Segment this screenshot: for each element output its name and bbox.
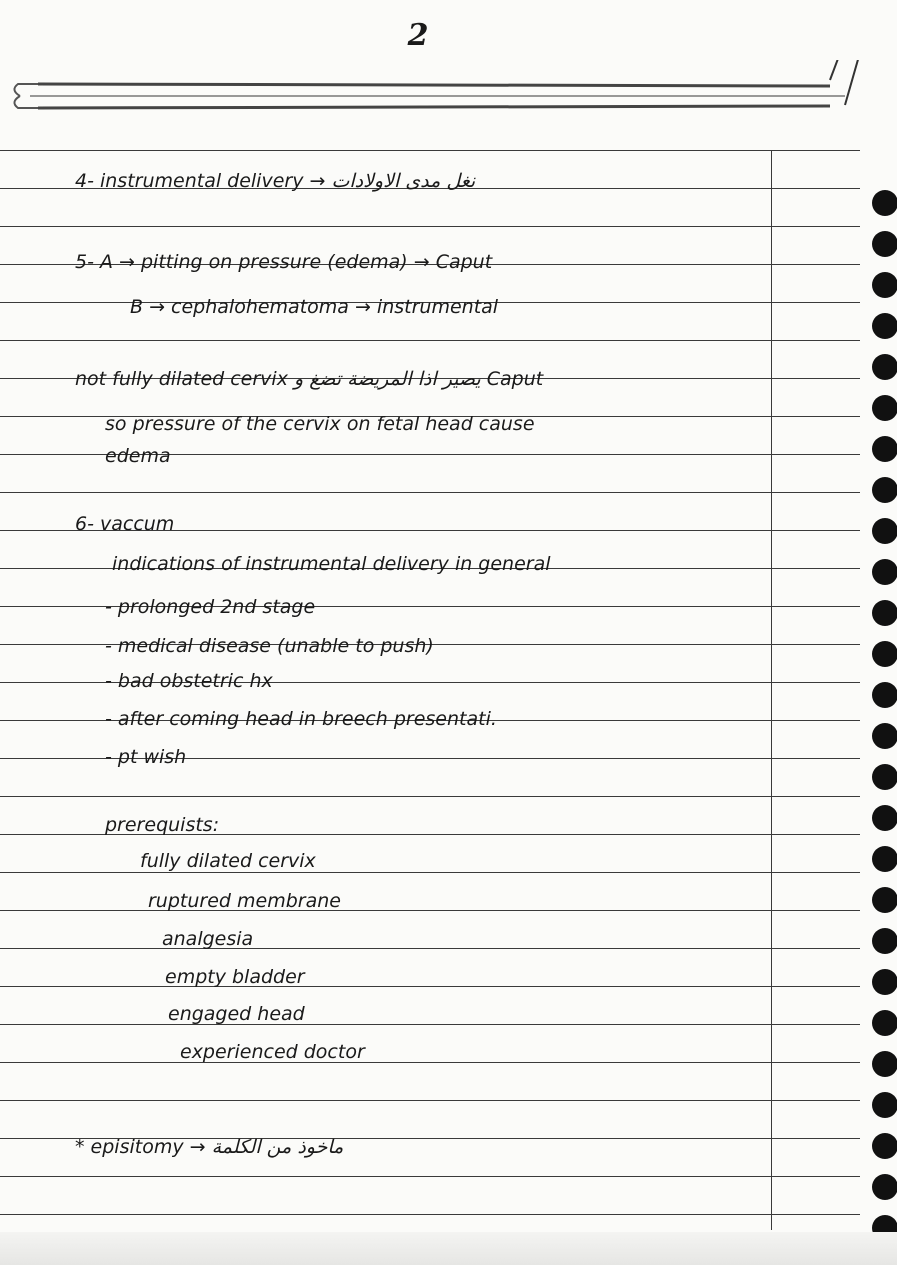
ruled-line: [0, 872, 860, 873]
spiral-hole: [872, 600, 897, 626]
note-line: engaged head: [168, 1003, 305, 1025]
note-line: 6- vaccum: [75, 513, 175, 535]
ruled-line: [0, 1062, 860, 1063]
note-line: 4- instrumental delivery → نغل مدى الاولادات: [75, 170, 476, 192]
ruled-line: [0, 226, 860, 227]
note-line: 5- A → pitting on pressure (edema) → Caput: [75, 251, 493, 273]
spiral-hole: [872, 559, 897, 585]
ruled-line: [0, 492, 860, 493]
spiral-hole: [872, 969, 897, 995]
ruled-line: [0, 150, 860, 151]
note-line: - bad obstetric hx: [105, 670, 273, 692]
note-line: so pressure of the cervix on fetal head cause: [105, 413, 535, 435]
ruled-line: [0, 1176, 860, 1177]
note-line: experienced doctor: [180, 1041, 365, 1063]
spiral-hole: [872, 723, 897, 749]
note-line: not fully dilated cervix يصير اذا المريضة تضغ و Caput: [75, 368, 544, 390]
spiral-hole: [872, 354, 897, 380]
ruled-line: [0, 948, 860, 949]
spiral-hole: [872, 477, 897, 503]
spiral-hole: [872, 190, 897, 216]
page-bottom-shade: [0, 1232, 897, 1265]
ruled-line: [0, 796, 860, 797]
ruled-line: [0, 1214, 860, 1215]
spiral-hole: [872, 641, 897, 667]
spiral-hole: [872, 1010, 897, 1036]
spiral-hole: [872, 682, 897, 708]
spiral-hole: [872, 436, 897, 462]
spiral-hole: [872, 313, 897, 339]
spiral-hole: [872, 518, 897, 544]
note-line: B → cephalohematoma → instrumental: [130, 296, 499, 318]
spiral-hole: [872, 1051, 897, 1077]
note-line: - pt wish: [105, 746, 187, 768]
spiral-hole: [872, 231, 897, 257]
spiral-hole: [872, 1092, 897, 1118]
note-line: ruptured membrane: [148, 890, 341, 912]
note-line: - medical disease (unable to push): [105, 635, 434, 657]
spiral-hole: [872, 1133, 897, 1159]
spiral-hole: [872, 846, 897, 872]
spiral-hole: [872, 1174, 897, 1200]
spiral-hole: [872, 805, 897, 831]
ruled-line: [0, 1024, 860, 1025]
spiral-hole: [872, 272, 897, 298]
note-line: - after coming head in breech presentati.: [105, 708, 497, 730]
ruled-line: [0, 1100, 860, 1101]
spiral-hole: [872, 928, 897, 954]
note-line: indications of instrumental delivery in general: [112, 553, 551, 575]
note-line: * episitomy → ماخوذ من الكلمة: [75, 1136, 344, 1158]
ruled-line: [0, 986, 860, 987]
header-ornament: [0, 60, 897, 140]
spiral-hole: [872, 887, 897, 913]
note-line: fully dilated cervix: [140, 850, 316, 872]
note-line: analgesia: [162, 928, 254, 950]
note-line: edema: [105, 445, 171, 467]
ruled-line: [0, 340, 860, 341]
note-line: empty bladder: [165, 966, 305, 988]
margin-line: [771, 150, 772, 1230]
spiral-hole: [872, 764, 897, 790]
note-line: - prolonged 2nd stage: [105, 596, 316, 618]
spiral-hole: [872, 395, 897, 421]
ruled-line: [0, 910, 860, 911]
note-line: prerequists:: [105, 814, 220, 836]
page-number: 2: [407, 18, 429, 53]
